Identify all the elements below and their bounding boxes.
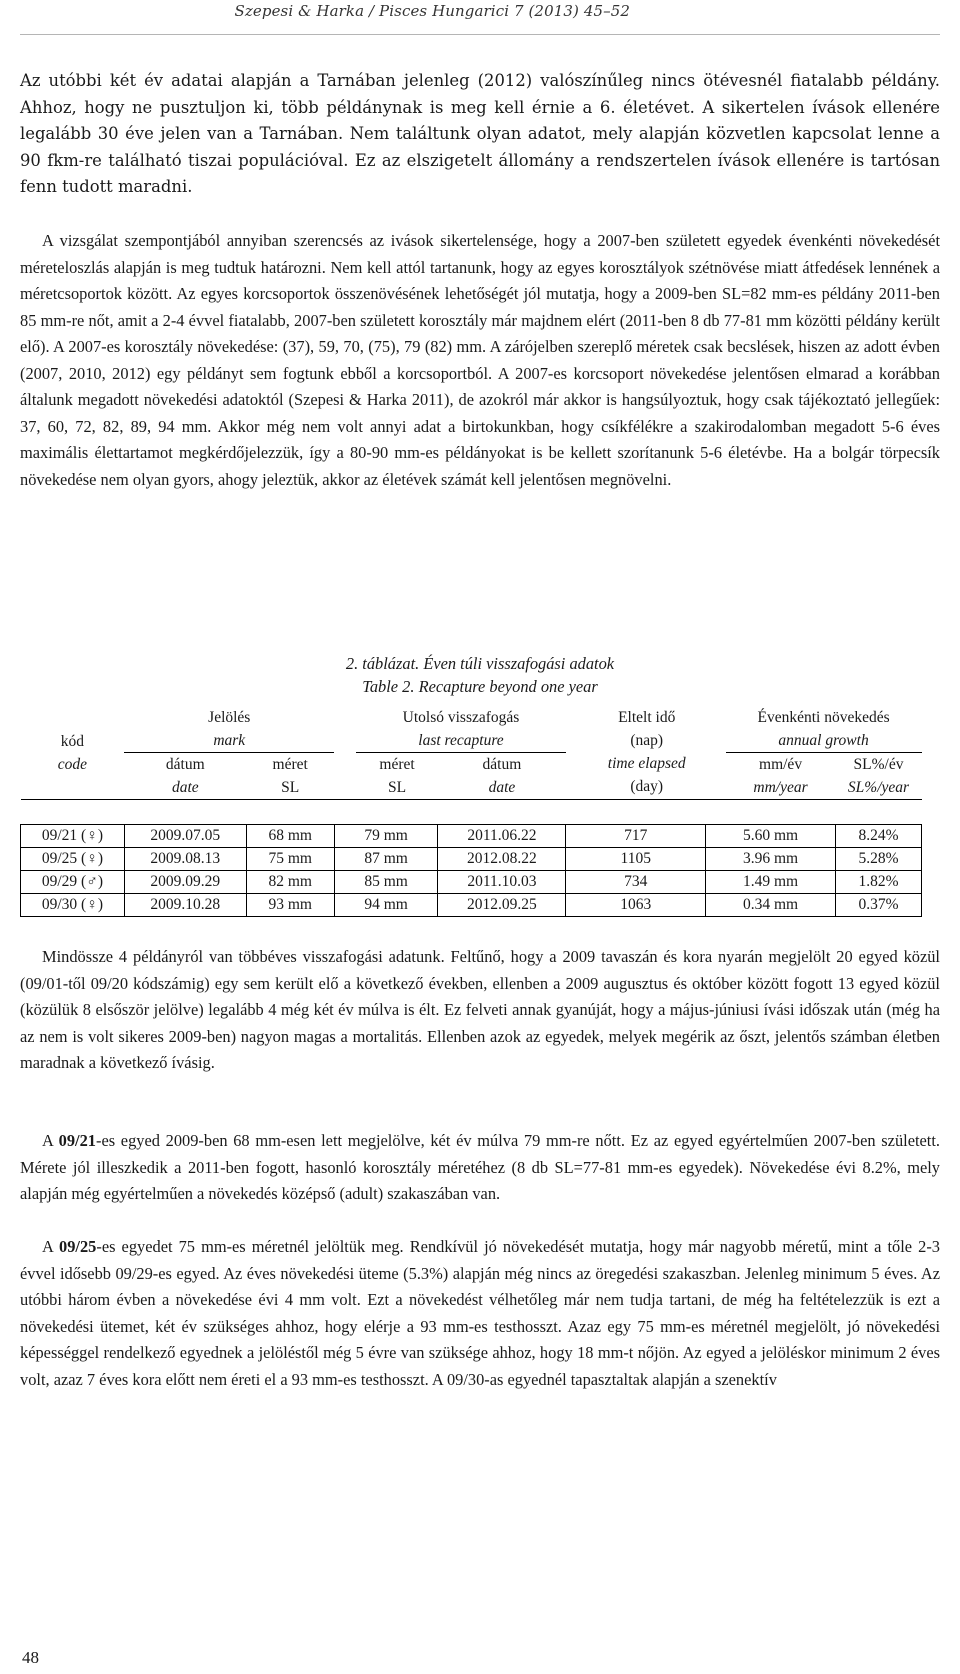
header-meret-2: méret: [379, 756, 415, 773]
specimen-code-0925: 09/25: [59, 1237, 97, 1256]
cell-rec-date: 2012.09.25: [438, 894, 566, 917]
cell-sl-pct: 8.24%: [835, 825, 921, 848]
paragraph-4: [20, 1128, 940, 1208]
header-annual-growth: annual growth: [778, 732, 869, 749]
paragraph-4-lead: A: [42, 1131, 59, 1150]
header-meret: méret: [272, 756, 308, 773]
cell-days: 1105: [566, 848, 706, 871]
cell-sl-pct: 1.82%: [835, 871, 921, 894]
specimen-code-0921: 09/21: [58, 1131, 96, 1150]
paragraph-4-text: -es egyed 2009-ben 68 mm-esen lett megjelölve, két év múlva 79 mm-re nőtt. Ez az egyed egyértelműen 2007-ben született. Mérete jól illeszkedik a 2011-ben fogott, hasonló korosztály méretéhez (8 db SL=77-81 mm-es egyedek). Növekedése évi 8.2%, mely alapján még egyértelműen a növekedés középső (adult) szakaszában van.: [20, 1131, 940, 1203]
cell-mark-date: 2009.08.13: [124, 848, 246, 871]
cell-code: 09/25 (♀): [21, 848, 125, 871]
cell-mark-sl: 75 mm: [246, 848, 334, 871]
header-mmyear: mm/year: [753, 779, 808, 796]
paragraph-5-block: [20, 1234, 940, 1393]
cell-rec-date: 2012.08.22: [438, 848, 566, 871]
header-mark-group: [124, 706, 334, 753]
header-nap: (nap): [630, 732, 664, 749]
header-code-en: code: [57, 755, 88, 773]
header-sl-pct: [835, 753, 921, 800]
recapture-table: [20, 706, 922, 917]
header-rec-date: [438, 753, 566, 800]
header-sl-2: SL: [387, 779, 407, 796]
header-recapture-group: [356, 706, 566, 753]
paragraph-1-block: [20, 68, 940, 201]
header-datum: dátum: [165, 756, 205, 773]
header-eltelt: Eltelt idő: [618, 709, 676, 726]
paragraph-5-text: -es egyedet 75 mm-es méretnél jelöltük meg. Rendkívül jó növekedését mutatja, hogy már nagyobb méretű, mint a tőle 2-3 évvel idősebb 09/29-es egyed. Az éves növekedési üteme (5.3%) alapján még nincs az öregedési szakaszban. Jelenleg minimum 5 éves. Az utóbbi három évben a növekedése évi 4 mm volt. Ezt a növekedést vélhetőleg már nem tudja tartani, de még ha feltételezzük is ezt a növekedési ütemet, két év szükséges ahhoz, hogy elérje a 93 mm-es testhosszt. Azaz egy 75 mm-es méretnél megjelölt, jó növekedési képességgel rendelkező egyednek a jelöléstől még 5 évre van szüksége ahhoz, hogy 18 mm-t nőjön. Az egyed a jelöléskor minimum 2 éves volt, azaz 7 éves kora előtt nem éreti el a 93 mm-es testhosszt. A 09/30-as egyednél tapasztaltak alapján a szenektív: [20, 1237, 940, 1389]
cell-code: 09/30 (♀): [21, 894, 125, 917]
header-mm-year: [726, 753, 836, 800]
cell-rec-sl: 94 mm: [334, 894, 438, 917]
paragraph-3: Mindössze 4 példányról van többéves visszafogási adatunk. Feltűnő, hogy a 2009 tavaszán és kora nyarán megjelölt 20 egyed közül (09/01-től 09/20 kódszámig) egy sem került elő a következő években, ellenben a 2009 augusztus és október között fogott 13 egyed közül (közülük 8 elsőször jelölve) legalább 4 még két év múlva is élt. Ez felveti annak gyanúját, hogy a május-júniusi ívási időszak után (még ha az nem is volt sikeres 2009-ben) nagyon magas a mortalitás. Ellenben azok az egyedek, melyek megérik az őszt, jelentős számban életben maradnak a következő ívásig.: [20, 947, 940, 1072]
paragraph-4-block: [20, 1128, 940, 1208]
paragraph-5-lead: A: [42, 1237, 60, 1256]
header-datum-2: dátum: [482, 756, 522, 773]
header-rec-sl: [356, 753, 438, 800]
cell-mark-sl: 93 mm: [246, 894, 334, 917]
header-mmev: mm/év: [759, 756, 803, 773]
cell-rec-date: 2011.10.03: [438, 871, 566, 894]
table-header-row-1: [21, 706, 922, 753]
cell-mm-year: 3.96 mm: [706, 848, 836, 871]
header-rule: [20, 34, 940, 35]
cell-rec-sl: 79 mm: [334, 825, 438, 848]
paragraph-5: [20, 1234, 940, 1393]
cell-mm-year: 0.34 mm: [706, 894, 836, 917]
header-code: [21, 732, 125, 800]
header-elapsed: [588, 706, 706, 800]
cell-mark-date: 2009.07.05: [124, 825, 246, 848]
running-header: Szepesi & Harka / Pisces Hungarici 7 (2013) 45–52: [234, 2, 630, 20]
cell-code: 09/29 (♂): [21, 871, 125, 894]
table-caption-hu: 2. táblázat. Éven túli visszafogási adatok: [345, 654, 615, 673]
cell-sl-pct: 0.37%: [835, 894, 921, 917]
cell-days: 717: [566, 825, 706, 848]
cell-code: 09/21 (♀): [21, 825, 125, 848]
table-header-rule: [21, 800, 922, 825]
header-date: date: [171, 779, 199, 796]
header-mark-date: [124, 753, 246, 800]
cell-rec-date: 2011.06.22: [438, 825, 566, 848]
table-row: [21, 871, 922, 894]
table-row: [21, 894, 922, 917]
cell-rec-sl: 85 mm: [334, 871, 438, 894]
cell-days: 734: [566, 871, 706, 894]
header-slev: SL%/év: [853, 756, 904, 773]
table-caption-en: Table 2. Recapture beyond one year: [362, 677, 598, 696]
header-mark-sl: [246, 753, 334, 800]
paragraph-3-block: [20, 944, 940, 1077]
header-jeloles: Jelölés: [208, 709, 251, 726]
cell-mark-date: 2009.09.29: [124, 871, 246, 894]
cell-days: 1063: [566, 894, 706, 917]
paragraph-1: Az utóbbi két év adatai alapján a Tarnában jelenleg (2012) valószínűleg nincs ötévesnél fiatalabb példány. Ahhoz, hogy ne pusztuljon ki, több példánynak is meg kell érnie a 6. életévet. A sikertelen ívások ellenére legalább 30 éve jelen van a Tarnában. Nem találtunk olyan adatot, mely alapján közvetlen kapcsolat lenne a 90 fkm-re található tiszai populációval. Ez az elszigetelt állomány a rendszertelen ívások ellenére is tartósan fenn tudott maradni.: [20, 71, 940, 196]
header-evenkenti: Évenkénti növekedés: [757, 709, 890, 726]
page-number: 48: [22, 1648, 39, 1667]
cell-mm-year: 1.49 mm: [706, 871, 836, 894]
paragraph-2: A vizsgálat szempontjából annyiban szerencsés az ivások sikertelensége, hogy a 2007-ben született egyedek évenkénti növekedését méreteloszlás alapján is meg tudtuk határozni. Nem kell attól tartanunk, hogy az egyes korosztályok szétnövése miatt átfedések lennének a méretcsoportok között. Az egyes korcsoportok összenövésének lehetőségét jól mutatja, hogy a 2009-ben SL=82 mm-es példány 2011-ben 85 mm-re nőt, amit a 2-4 évvel fiatalabb, 2007-ben született korosztály már majdnem elért (2011-ben 8 db 77-81 mm közötti példány került elő). A 2007-es korosztály növekedése: (37), 59, 70, (75), 79 (82) mm. A zárójelben szereplő méretek csak becslések, hiszen az adott évben (2007, 2010, 2012) egy példányt sem fogtunk ebből a korcsoportból. A 2007-es korcsoport növekedése jelentősen elmarad a korábban általunk megadott növekedési adatoktól (Szepesi & Harka 2011), de azokról már akkor is hangsúlyoztuk, hogy csak tájékoztató jellegűek: 37, 60, 72, 82, 89, 94 mm. Akkor még nem volt annyi adat a birtokunkban, hogy csíkfélékre a szakirodalomban megadott 5-6 éves maximális élettartamot megkérdőjelezzük, így a 80-90 mm-es példányokat is be kellett szorítanunk 5-6 életévbe. Ha a bolgár törpecsík növekedése nem olyan gyors, ahogy jeleztük, akkor az életévek számát kell jelentősen megnövelni.: [20, 231, 940, 489]
header-slyear: SL%/year: [847, 779, 910, 796]
cell-mm-year: 5.60 mm: [706, 825, 836, 848]
cell-mark-sl: 68 mm: [246, 825, 334, 848]
cell-mark-sl: 82 mm: [246, 871, 334, 894]
table-header-row-2: [21, 753, 922, 800]
header-mark: mark: [213, 732, 246, 749]
cell-sl-pct: 5.28%: [835, 848, 921, 871]
header-utolso: Utolsó visszafogás: [402, 709, 520, 726]
header-day: (day): [630, 778, 664, 795]
header-growth-group: [726, 706, 922, 753]
paragraph-2-block: [20, 228, 940, 493]
cell-rec-sl: 87 mm: [334, 848, 438, 871]
header-time-elapsed: time elapsed: [607, 755, 686, 772]
header-date-2: date: [488, 779, 516, 796]
table-caption: [0, 652, 960, 698]
table-row: [21, 848, 922, 871]
table-row: [21, 825, 922, 848]
header-last-recapture: last recapture: [418, 732, 504, 749]
cell-mark-date: 2009.10.28: [124, 894, 246, 917]
header-kod: kód: [60, 732, 85, 750]
header-sl: SL: [281, 779, 300, 796]
